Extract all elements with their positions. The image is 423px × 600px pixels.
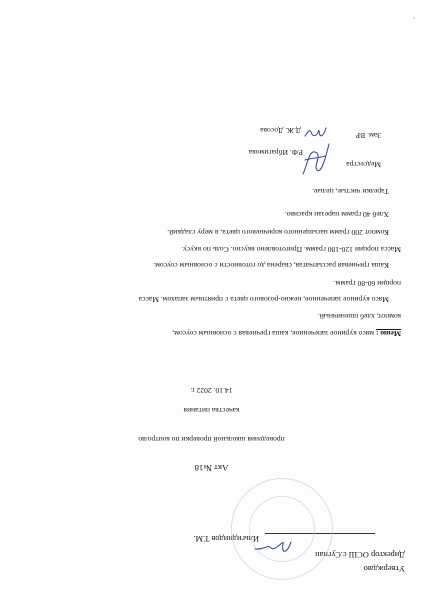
- act-title: Акт №18: [194, 463, 229, 473]
- act-subtitle-1: проведения школьной проверки по контролю: [138, 435, 285, 444]
- buckwheat-desc-2: Масса порции 120-180 грамм. Приготовлено вкусно. Соль по вкусу.: [181, 245, 401, 254]
- director-signature: [251, 536, 295, 556]
- chicken-desc-1: Мясо куриное запеченное, нежно-розового цвета с приятным запахом. Масса: [138, 295, 389, 304]
- act-subtitle-2: качества питания: [183, 406, 240, 415]
- member-1-name: Р.Ф. Ибрагимова: [248, 148, 303, 157]
- member-1-role: Медсестра: [346, 160, 381, 169]
- menu-label: Меню :: [375, 329, 401, 338]
- member-2-name: Д.Ж. Досова: [260, 126, 301, 135]
- act-date: 14.10. 2022 г.: [190, 386, 233, 395]
- nurse-signature: [299, 138, 335, 180]
- menu-line-1: [172, 329, 401, 337]
- bread-desc: Хлеб 40 грамм нарезан красиво.: [284, 210, 389, 219]
- compote-desc: Компот 200 грамм насыщенного коричневого цвета, в меру сладкий.: [167, 228, 389, 237]
- chicken-desc-2: порции 60-80 грамм.: [333, 279, 401, 288]
- deputy-signature: [303, 124, 329, 142]
- director-line: Директор ОСШ с.Сугпан: [315, 550, 405, 559]
- director-name: Ильгиднидов Т.М.: [193, 534, 259, 543]
- page-mark: ◦: [412, 14, 415, 20]
- approval-title: Утверждаю: [363, 564, 405, 573]
- menu-line-2: компот, хлеб пшеничный.: [317, 312, 401, 321]
- buckwheat-desc-1: Каша гречневая рассыпчатая, сварена до готовности с основным соусом.: [153, 261, 389, 270]
- plates-desc: Тарелки чистые, целые.: [312, 187, 389, 196]
- menu-text: мясо куриное запеченное, каша гречневая с основным соусом,: [172, 329, 376, 338]
- member-2-role: Зам. ВР: [355, 131, 381, 140]
